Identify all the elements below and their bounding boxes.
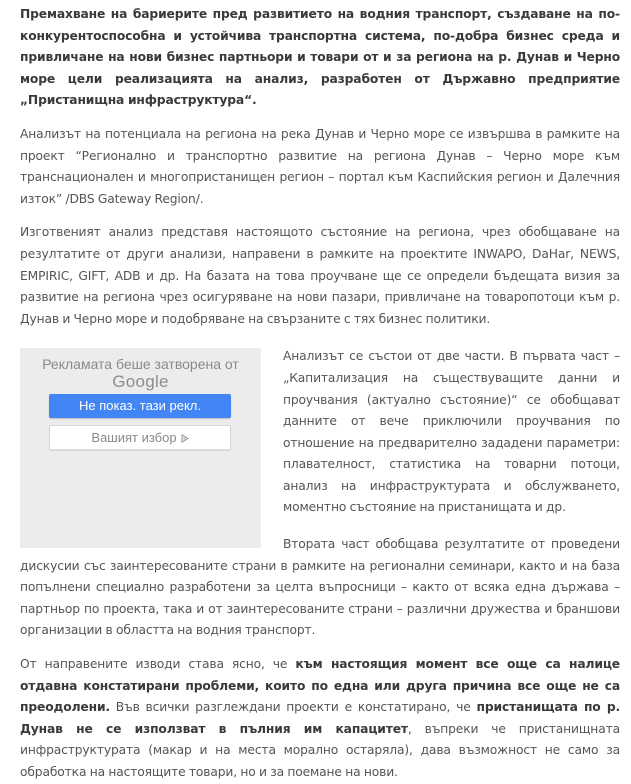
- stop-seeing-ad-button[interactable]: Не показ. тази рекл.: [49, 394, 231, 418]
- conclusion-bold-1: към настоящия момент все още са налице отдавна констатирани проблеми, които по една или друга причина все още не са преодолени.: [20, 657, 620, 715]
- paragraph-part-two: Втората част обобщава резултатите от проведени дискусии със заинтересованите страни в рамките на регионални семинари, както и на база попълнени специално разработени за целта въпросници – както от всяка една държава – партньор по проекта, така и от заинтересованите страни – различни дружества и браншови организации в областта на водния транспорт.: [20, 537, 620, 638]
- why-this-ad-button[interactable]: [49, 425, 231, 450]
- intro-bold-text: Премахване на бариерите пред развитието на водния транспорт, създаване на по-конкурентоспособна и устойчива транспортна система, по-добра бизнес среда и привличане на нови бизнес партньори и товари от и за региона на р. Дунав и Черно море цели реализацията на анализ, разработен от Държавно предприятие „Пристанищна инфраструктура“.: [20, 7, 620, 108]
- conclusion-text-1: От направените изводи става ясно, че: [20, 657, 296, 672]
- conclusion-text-3: , въпреки че пристанищната инфраструктурата (макар и на места морално остаряла), дава възможност не само за обработка на настоящите товари, но и за поемане на нови.: [20, 721, 620, 779]
- paragraph-analysis: Изготвеният анализ представя настоящото състояние на региона, чрез обобщаване на резултатите от други анализи, направени в рамките на проектите INWAPO, DaHar, NEWS, EMPIRIC, GIFT, ADB и др. На базата на това проучване ще се определи бъдещата визия за развитие на региона чрез осигуряване на нови пазари, привличане на товаропотоци към р. Дунав и Черно море и подобряване на свързаните с тях бизнес политики.: [20, 225, 620, 326]
- conclusion-text-2: Във всички разглеждани проекти е констатирано, че: [109, 700, 477, 715]
- google-logo: Google: [112, 372, 169, 392]
- article-body: [20, 0, 620, 784]
- paragraph-project: Анализът на потенциала на региона на река Дунав и Черно море се извършва в рамките на проект “Регионално и транспортно развитие на региона Дунав – Черно море към транснационален и многопристанищен регион – портал към Каспийския регион и Далечния изток” /DBS Gateway Region/.: [20, 126, 620, 206]
- conclusion-bold-2: пристанищата по р. Дунав не се използват в пълния им капацитет: [20, 700, 620, 736]
- closed-ad-panel: [20, 348, 261, 548]
- ad-and-text-section: [20, 346, 620, 642]
- adchoices-icon: [181, 434, 189, 443]
- ad-closed-message: Рекламата беше затворена от: [42, 356, 239, 373]
- paragraph-part-one: Анализът се състои от две части. В първата част – „Капитализация на съществуващите данни и проучвания (актуално състояние)“ се обобщават данните от вече приключили проучвания по отношение на предварително зададени параметри: плавателност, статистика на товарни потоци, анализ на инфраструктурата и обслужването, моментно състояние на пристанищата и др.: [283, 349, 620, 515]
- why-this-ad-label: Вашият избор: [91, 430, 177, 446]
- paragraph-conclusions: [20, 654, 620, 784]
- paragraph-intro: [20, 4, 620, 112]
